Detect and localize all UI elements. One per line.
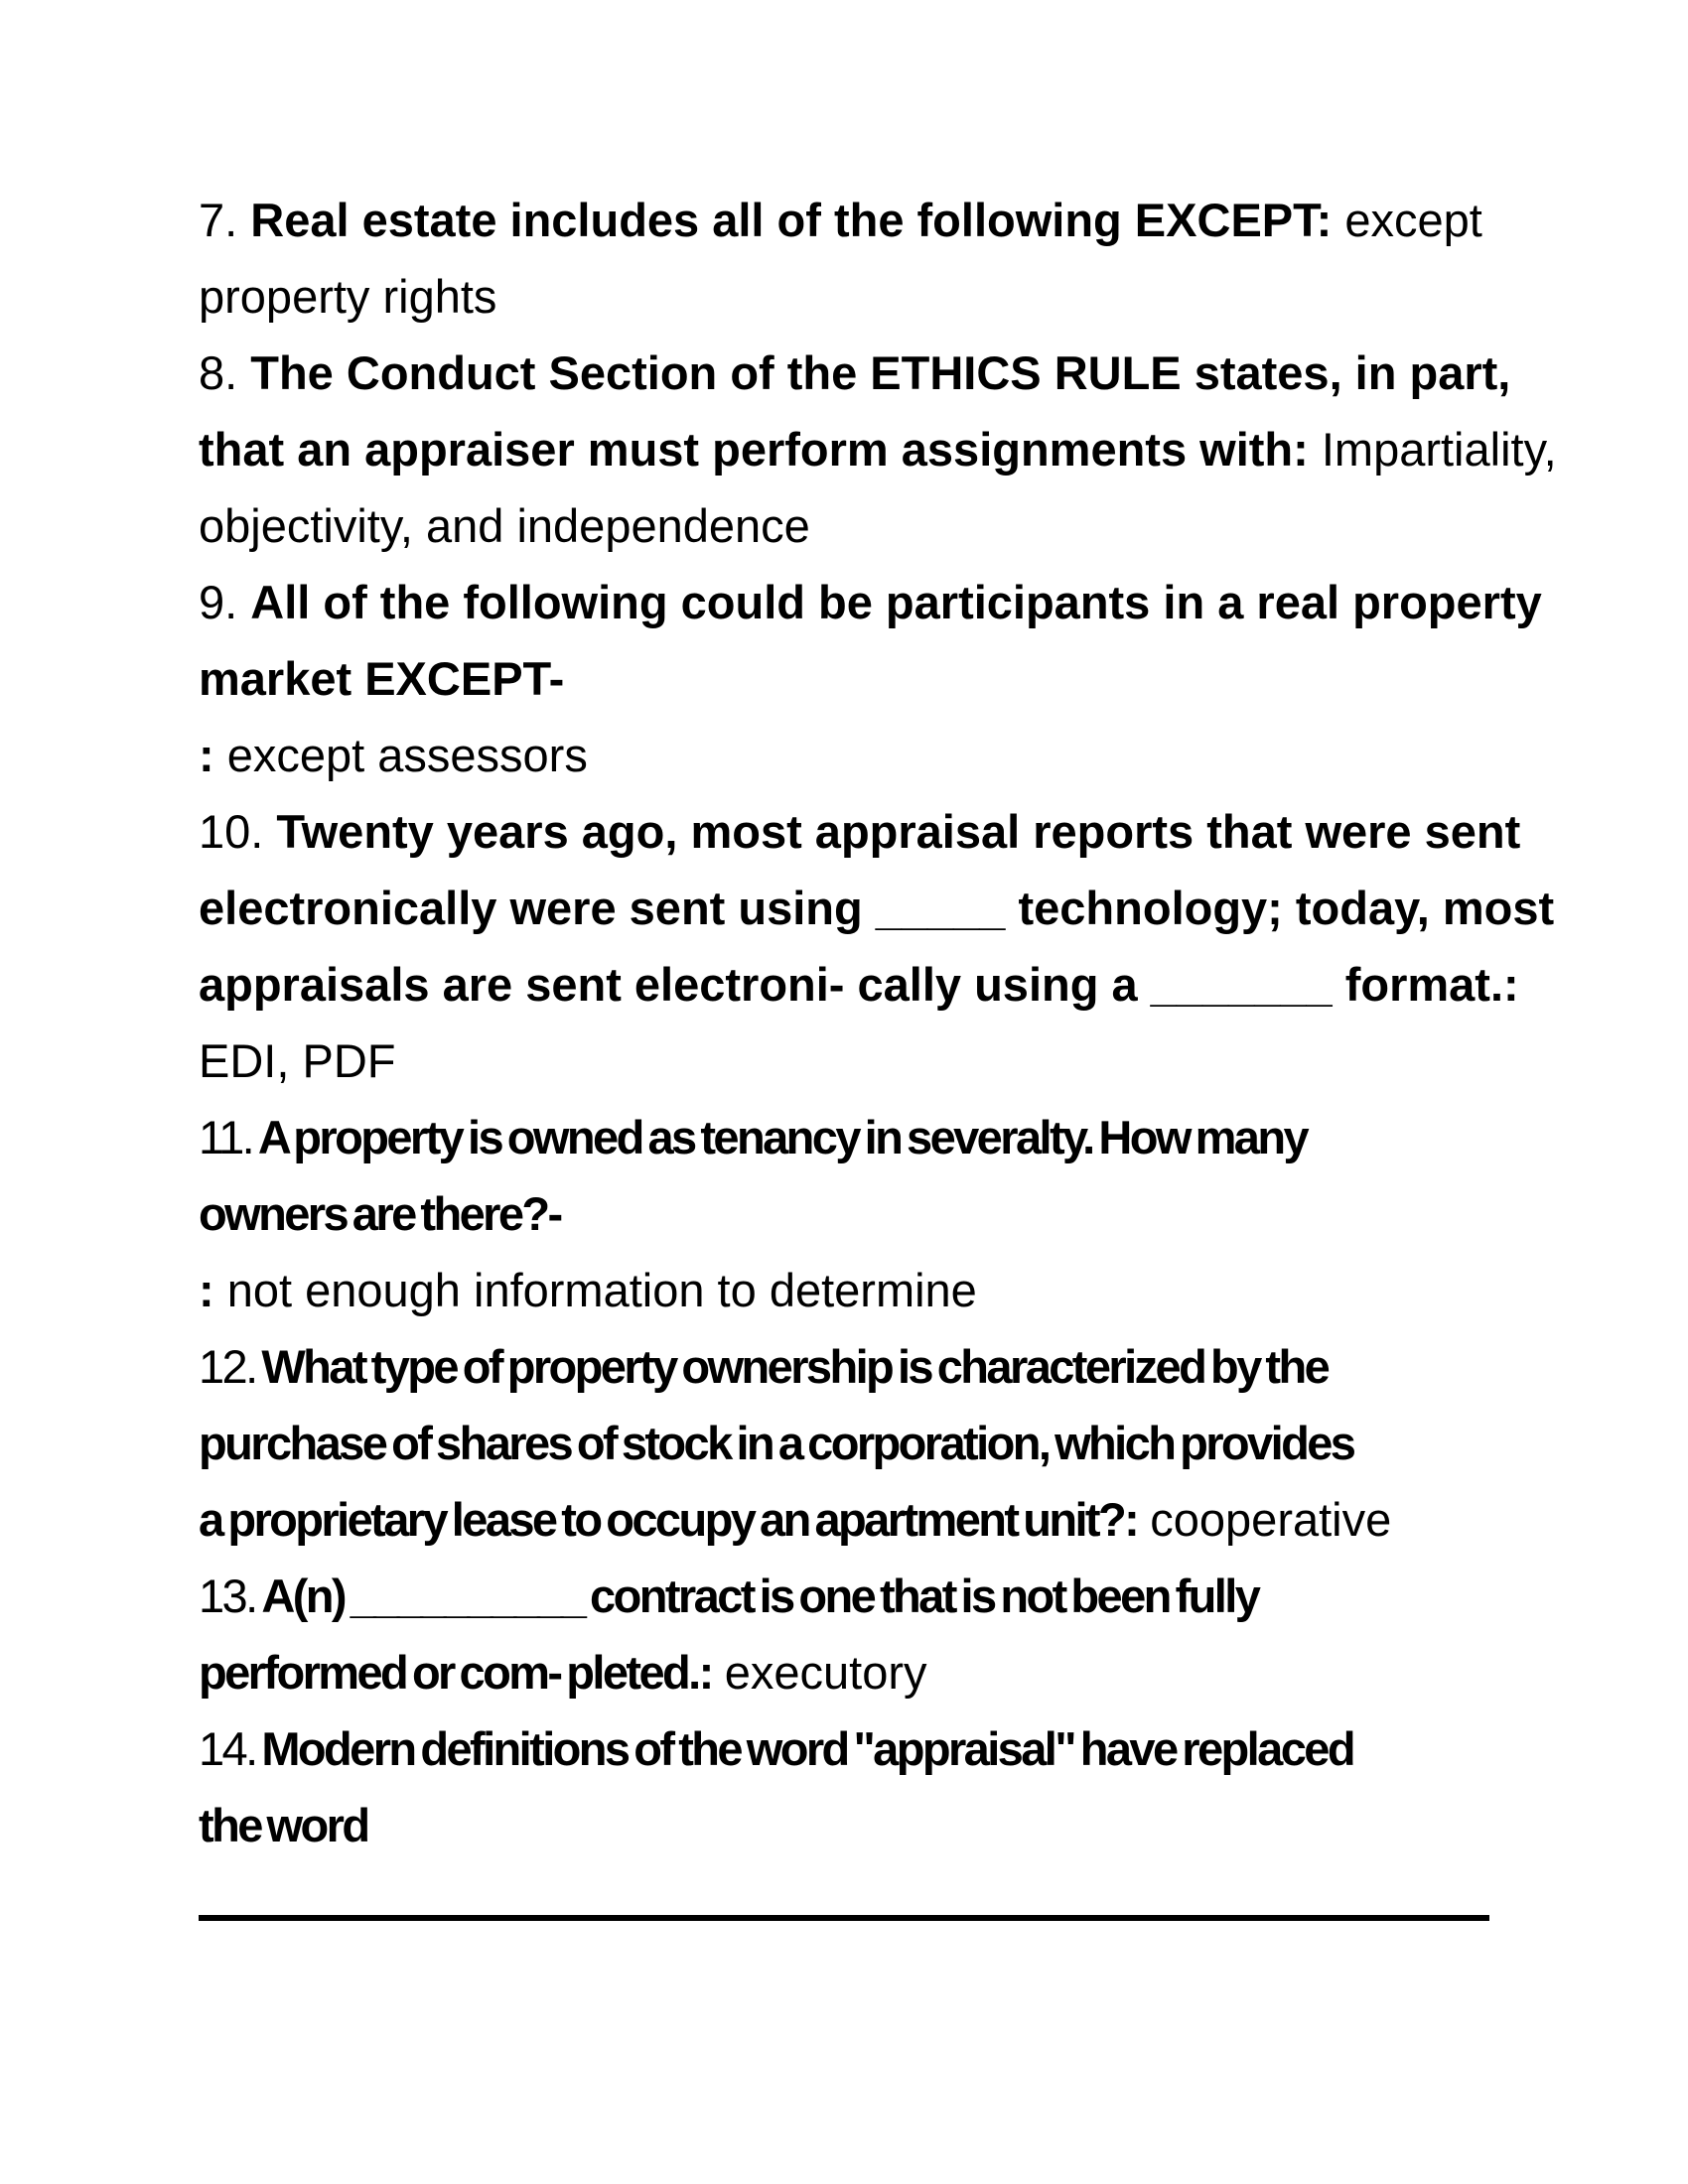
qa-line bbox=[199, 258, 1489, 335]
question-text: purchase of shares of stock in a corporation, which provides bbox=[199, 1417, 1354, 1469]
qa-item bbox=[199, 335, 1557, 564]
item-number: 10. bbox=[199, 805, 277, 858]
question-text: : bbox=[199, 1264, 214, 1316]
qa-item bbox=[199, 564, 1542, 793]
item-number: 13. bbox=[199, 1570, 262, 1622]
qa-line bbox=[199, 946, 1519, 1023]
answer-text: Impartiality, bbox=[1308, 423, 1557, 476]
qa-line bbox=[199, 487, 1489, 564]
qa-item bbox=[199, 793, 1555, 1099]
qa-line bbox=[199, 335, 1511, 411]
question-text: appraisals are sent electroni- cally using a _______ format.: bbox=[199, 958, 1519, 1011]
answer-text: objectivity, and independence bbox=[199, 499, 810, 552]
item-number: 7. bbox=[199, 194, 251, 246]
answer-text: except bbox=[1332, 194, 1482, 246]
item-number: 9. bbox=[199, 576, 251, 628]
qa-line bbox=[199, 1405, 1489, 1481]
qa-line bbox=[199, 1634, 1489, 1710]
qa-item bbox=[199, 182, 1489, 335]
question-text: All of the following could be participants in a real property bbox=[250, 576, 1542, 628]
answer-text: cooperative bbox=[1137, 1493, 1392, 1546]
qa-line bbox=[199, 1175, 1489, 1252]
question-text: electronically were sent using _____ technology; today, most bbox=[199, 882, 1555, 934]
qa-line bbox=[199, 1710, 1489, 1787]
qa-line bbox=[199, 1481, 1489, 1558]
qa-line bbox=[199, 793, 1521, 870]
qa-line bbox=[199, 182, 1489, 258]
qa-line bbox=[199, 1787, 1489, 1863]
qa-line bbox=[199, 411, 1557, 487]
answer-text: executory bbox=[711, 1646, 927, 1699]
item-number: 12. bbox=[199, 1340, 262, 1393]
question-text: A property is owned as tenancy in severalty. How many bbox=[257, 1111, 1308, 1163]
qa-line bbox=[199, 717, 1489, 793]
question-text: the word bbox=[199, 1799, 368, 1851]
qa-line bbox=[199, 1099, 1489, 1175]
qa-line bbox=[199, 1328, 1489, 1405]
qa-line bbox=[199, 564, 1542, 640]
qa-line bbox=[199, 1558, 1489, 1634]
question-text: The Conduct Section of the ETHICS RULE states, in part, bbox=[250, 346, 1511, 399]
question-text: market EXCEPT- bbox=[199, 652, 565, 705]
question-text: performed or com- pleted.: bbox=[199, 1646, 712, 1699]
document-content bbox=[199, 182, 1557, 1863]
question-text: : bbox=[199, 729, 214, 781]
qa-item bbox=[199, 1328, 1489, 1558]
item-number: 14. bbox=[199, 1722, 262, 1775]
question-text: Real estate includes all of the following EXCEPT: bbox=[250, 194, 1333, 246]
qa-line bbox=[199, 1023, 1489, 1099]
answer-text: except assessors bbox=[213, 729, 588, 781]
question-text: Twenty years ago, most appraisal reports that were sent bbox=[276, 805, 1521, 858]
qa-line bbox=[199, 1252, 1489, 1328]
item-number: 11. bbox=[199, 1111, 258, 1163]
question-text: owners are there?- bbox=[199, 1187, 561, 1240]
question-text: a proprietary lease to occupy an apartment unit?: bbox=[199, 1493, 1138, 1546]
question-text: Modern definitions of the word "appraisal" have replaced bbox=[261, 1722, 1353, 1775]
qa-item bbox=[199, 1558, 1489, 1710]
item-number: 8. bbox=[199, 346, 251, 399]
question-text: What type of property ownership is characterized by the bbox=[261, 1340, 1329, 1393]
qa-item bbox=[199, 1099, 1489, 1328]
qa-line bbox=[199, 870, 1555, 946]
answer-text: not enough information to determine bbox=[213, 1264, 977, 1316]
question-text: that an appraiser must perform assignments with: bbox=[199, 423, 1309, 476]
qa-item bbox=[199, 1710, 1489, 1863]
answer-text: property rights bbox=[199, 270, 497, 323]
page-divider bbox=[199, 1915, 1489, 1921]
answer-text: EDI, PDF bbox=[199, 1034, 396, 1087]
question-text: A(n) __________ contract is one that is not been fully bbox=[261, 1570, 1259, 1622]
qa-line bbox=[199, 640, 1489, 717]
